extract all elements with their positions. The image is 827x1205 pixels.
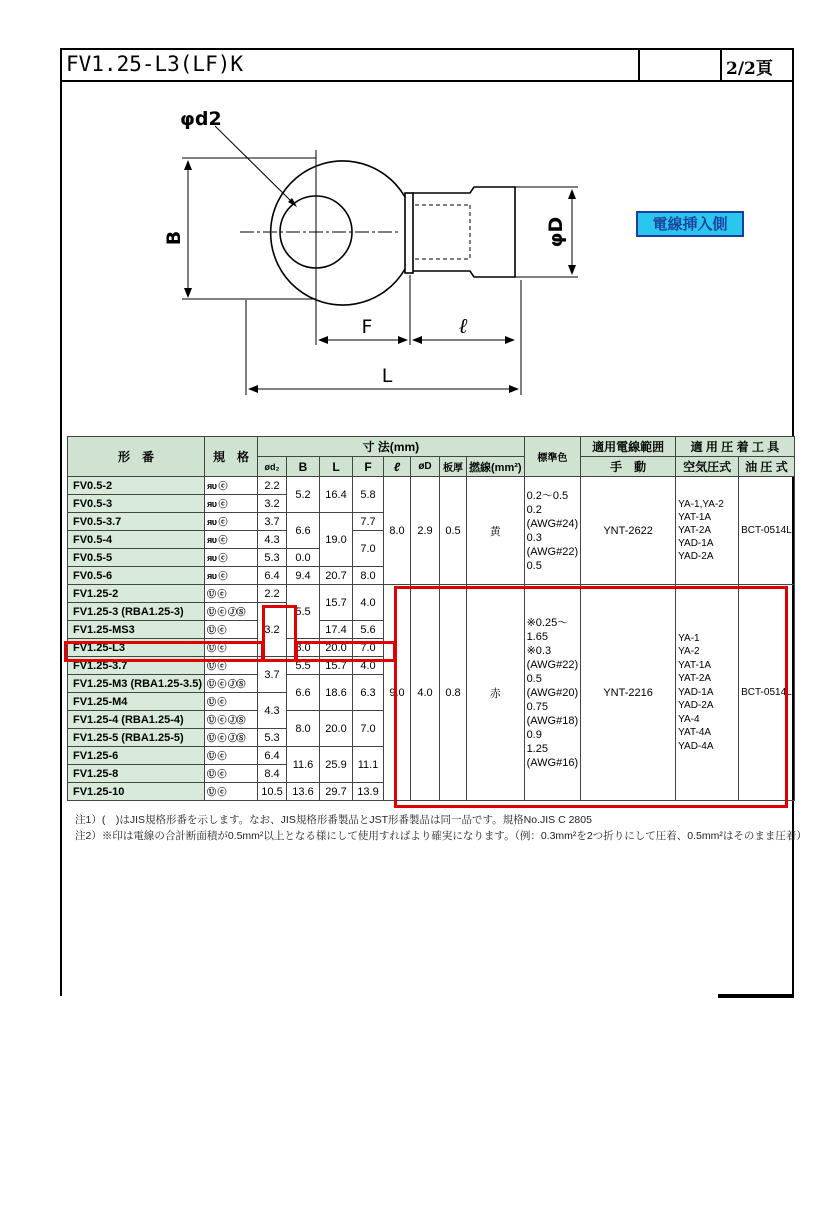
- table-row: [68, 437, 795, 457]
- table-cell: 20.7: [320, 567, 353, 585]
- table-cell: 油 圧 式: [739, 457, 795, 477]
- table-cell: 11.1: [353, 747, 384, 783]
- table-cell: 7.0: [353, 711, 384, 747]
- table-cell: 3.2: [258, 603, 287, 657]
- table-cell: 17.4: [320, 621, 353, 639]
- table-cell: ℓ: [384, 457, 411, 477]
- table-cell: YNT-2622: [581, 477, 676, 585]
- table-cell: BCT-0514L: [739, 585, 795, 801]
- table-cell: ᴙᴜ ⓒ: [205, 567, 258, 585]
- table-cell: 空気圧式: [676, 457, 739, 477]
- table-cell: Ⓤ ⓒ: [205, 639, 258, 657]
- table-cell: B: [287, 457, 320, 477]
- table-cell: 4.0: [411, 585, 440, 801]
- table-cell: 4.0: [353, 657, 384, 675]
- page-number: 2/2頁: [726, 59, 773, 79]
- header-color: 標準色: [524, 437, 581, 477]
- table-cell: L: [320, 457, 353, 477]
- table-row: [68, 585, 795, 603]
- label-D: φD: [545, 216, 567, 248]
- table-cell: 8.0: [287, 711, 320, 747]
- table-cell: F: [353, 457, 384, 477]
- table-cell: 赤: [467, 585, 525, 801]
- table-cell: FV1.25-5 (RBA1.25-5): [68, 729, 205, 747]
- table-cell: ᴙᴜ ⓒ: [205, 531, 258, 549]
- table-cell: 7.0: [353, 639, 384, 657]
- table-cell: 6.4: [258, 567, 287, 585]
- table-cell: 29.7: [320, 783, 353, 801]
- table-cell: 20.0: [320, 639, 353, 657]
- table-cell: Ⓤ ⓒ ⒿⓈ: [205, 729, 258, 747]
- table-cell: 4.3: [258, 531, 287, 549]
- table-cell: 2.2: [258, 585, 287, 603]
- table-cell: 5.5: [287, 657, 320, 675]
- header-wire-range: 適用電線範囲: [581, 437, 676, 457]
- table-cell: 0.8: [440, 585, 467, 801]
- table-cell: 撚線(mm²): [467, 457, 525, 477]
- table-cell: 0.5: [440, 477, 467, 585]
- table-cell: 2.2: [258, 477, 287, 495]
- table-cell: 9.0: [384, 585, 411, 801]
- table-cell: ød₂: [258, 457, 287, 477]
- table-row: [68, 477, 795, 495]
- table-cell: Ⓤ ⓒ: [205, 657, 258, 675]
- table-cell: 9.4: [287, 567, 320, 585]
- table-cell: FV0.5-6: [68, 567, 205, 585]
- table-cell: 4.3: [258, 693, 287, 729]
- table-cell: FV0.5-3: [68, 495, 205, 513]
- table-cell: 手 動: [581, 457, 676, 477]
- table-cell: 6.6: [287, 513, 320, 549]
- table-cell: 13.6: [287, 783, 320, 801]
- table-cell: 16.4: [320, 477, 353, 513]
- table-cell: 15.7: [320, 585, 353, 621]
- table-cell: 7.7: [353, 513, 384, 531]
- table-cell: Ⓤ ⓒ: [205, 585, 258, 603]
- table-cell: FV1.25-MS3: [68, 621, 205, 639]
- table-cell: Ⓤ ⓒ: [205, 693, 258, 711]
- table-cell: FV1.25-6: [68, 747, 205, 765]
- table-cell: 7.0: [353, 531, 384, 567]
- table-cell: 0.0: [287, 549, 320, 567]
- table-cell: 6.3: [353, 675, 384, 711]
- table-cell: 8.0: [287, 639, 320, 657]
- label-l: ℓ: [458, 314, 468, 338]
- header-model: 形 番: [68, 437, 205, 477]
- table-cell: Ⓤ ⓒ ⒿⓈ: [205, 711, 258, 729]
- table-cell: BCT-0514L: [739, 477, 795, 585]
- table-cell: ᴙᴜ ⓒ: [205, 549, 258, 567]
- table-cell: 3.7: [258, 657, 287, 693]
- label-F: F: [361, 316, 373, 338]
- footnotes: [75, 812, 807, 844]
- table-cell: Ⓤ ⓒ: [205, 783, 258, 801]
- table-cell: FV0.5-4: [68, 531, 205, 549]
- table-cell: 5.8: [353, 477, 384, 513]
- table-cell: 25.9: [320, 747, 353, 783]
- table-cell: 5.2: [287, 477, 320, 513]
- table-cell: Ⓤ ⓒ: [205, 621, 258, 639]
- table-cell: FV0.5-5: [68, 549, 205, 567]
- table-cell: FV0.5-2: [68, 477, 205, 495]
- table-cell: 8.4: [258, 765, 287, 783]
- table-cell: YNT-2216: [581, 585, 676, 801]
- table-cell: 18.6: [320, 675, 353, 711]
- table-cell: 黄: [467, 477, 525, 585]
- table-cell: FV1.25-8: [68, 765, 205, 783]
- table-cell: FV1.25-L3: [68, 639, 205, 657]
- table-cell: 5.3: [258, 549, 287, 567]
- note-1: 注1）( )はJIS規格形番を示します。なお、JIS規格形番製品とJST形番製品は同一品です。規格No.JIS C 2805: [75, 814, 592, 826]
- table-cell: YA-1 YA-2 YAT-1A YAT-2A YAD-1A YAD-2A YA-4 YAT-4A YAD-4A: [676, 585, 739, 801]
- wire-range-125: ※0.25～1.65 ※0.3 (AWG#22) 0.5 (AWG#20) 0.75 (AWG#18) 0.9 1.25 (AWG#16): [524, 585, 581, 801]
- table-cell: FV1.25-4 (RBA1.25-4): [68, 711, 205, 729]
- table-cell: 4.0: [353, 585, 384, 621]
- table-cell: 6.6: [287, 675, 320, 711]
- table-cell: 10.5: [258, 783, 287, 801]
- header-tools: 適 用 圧 着 工 具: [676, 437, 795, 457]
- label-B: B: [163, 230, 185, 246]
- table-cell: 5.6: [353, 621, 384, 639]
- table-cell: FV1.25-3.7: [68, 657, 205, 675]
- table-cell: 3.7: [258, 513, 287, 531]
- table-cell: 3.2: [258, 495, 287, 513]
- table-cell: FV1.25-10: [68, 783, 205, 801]
- header-standard: 規 格: [205, 437, 258, 477]
- table-cell: 19.0: [320, 513, 353, 567]
- table-cell: FV1.25-3 (RBA1.25-3): [68, 603, 205, 621]
- note-2: 注2）※印は電線の合計断面積が0.5mm²以上となる様にして使用すればより確実になります。（例：0.3mm²を2つ折りにして圧着、0.5mm²はそのまま圧着）: [75, 830, 807, 842]
- table-cell: 2.9: [411, 477, 440, 585]
- wire-insertion-side-badge: 電線挿入側: [636, 211, 744, 237]
- end-bar: [718, 994, 794, 998]
- document-title: FV1.25-L3(LF)K: [66, 52, 244, 76]
- label-d2: φd2: [180, 108, 222, 130]
- table-cell: 11.6: [287, 747, 320, 783]
- table-cell: 13.9: [353, 783, 384, 801]
- table-cell: FV0.5-3.7: [68, 513, 205, 531]
- table-cell: FV1.25-M4: [68, 693, 205, 711]
- table-cell: øD: [411, 457, 440, 477]
- table-cell: 15.7: [320, 657, 353, 675]
- header-dimensions: 寸 法(mm): [258, 437, 525, 457]
- table-cell: Ⓤ ⓒ: [205, 747, 258, 765]
- table-cell: Ⓤ ⓒ: [205, 765, 258, 783]
- table-cell: 板厚: [440, 457, 467, 477]
- table-cell: 8.0: [384, 477, 411, 585]
- table-cell: YA-1,YA-2 YAT-1A YAT-2A YAD-1A YAD-2A: [676, 477, 739, 585]
- table-cell: 5.3: [258, 729, 287, 747]
- table-cell: Ⓤ ⓒ ⒿⓈ: [205, 603, 258, 621]
- table-cell: ᴙᴜ ⓒ: [205, 513, 258, 531]
- table-cell: 5.5: [287, 585, 320, 639]
- wire-range-05: 0.2～0.5 0.2 (AWG#24) 0.3 (AWG#22) 0.5: [524, 477, 581, 585]
- table-cell: Ⓤ ⓒ ⒿⓈ: [205, 675, 258, 693]
- table-cell: FV1.25-M3 (RBA1.25-3.5): [68, 675, 205, 693]
- table-cell: ᴙᴜ ⓒ: [205, 477, 258, 495]
- table-cell: 20.0: [320, 711, 353, 747]
- table-cell: ᴙᴜ ⓒ: [205, 495, 258, 513]
- table-cell: 6.4: [258, 747, 287, 765]
- table-cell: 8.0: [353, 567, 384, 585]
- spec-table: [67, 436, 795, 801]
- label-L: L: [381, 365, 393, 387]
- table-cell: FV1.25-2: [68, 585, 205, 603]
